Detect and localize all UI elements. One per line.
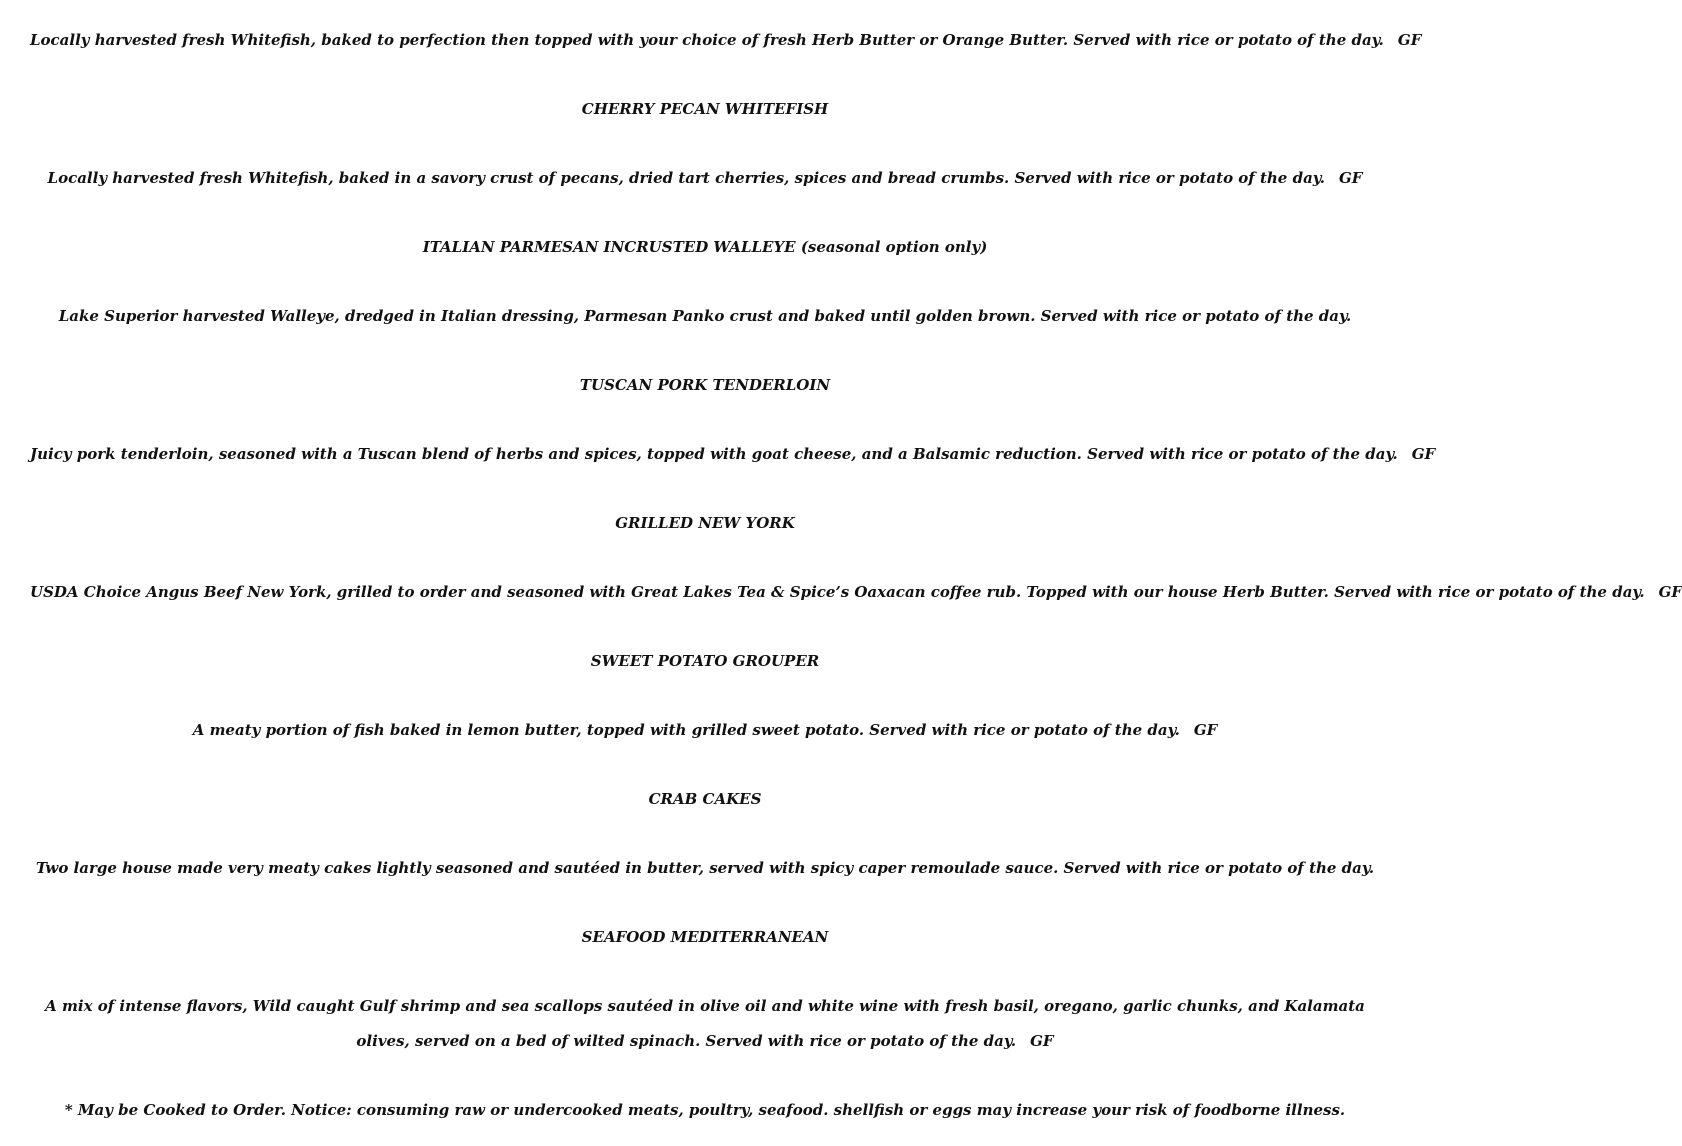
item-8-description-text: A mix of intense flavors, Wild caught Gulf shrimp and sea scallops sautéed in olive oil and white wine with fresh basil, oregano, garlic chunks, and Kalamata olives, served on a bed of wilted spinach. Served with rice or potato of the day. [45,997,1365,1050]
item-8-gf-tag: GF [1030,1032,1054,1050]
item-2-description [30,161,1380,196]
item-1-gf-tag: GF [1397,31,1422,49]
item-3-description-text: Lake Superior harvested Walleye, dredged in Italian dressing, Parmesan Panko crust and baked until golden brown. Served with rice or potato of the day. [58,307,1352,325]
item-4-description [30,437,1436,472]
item-6-title: SWEET POTATO GROUPER [590,652,820,670]
item-3-title: ITALIAN PARMESAN INCRUSTED WALLEYE (seasonal option only) [422,238,988,256]
item-2-title: CHERRY PECAN WHITEFISH [581,100,829,118]
item-4-gf-tag: GF [1411,445,1436,463]
item-1-description [30,23,1422,58]
foodborne-illness-notice: * May be Cooked to Order. Notice: consuming raw or undercooked meats, poultry, seafood. shellfish or eggs may increase your risk of foodborne illness. [64,1101,1346,1119]
item-7-title: CRAB CAKES [648,790,762,808]
item-3-description [30,299,1380,334]
item-2-description-text: Locally harvested fresh Whitefish, baked in a savory crust of pecans, dried tart cherries, spices and bread crumbs. Served with rice or potato of the day. [47,169,1325,187]
item-5-description-text: USDA Choice Angus Beef New York, grilled to order and seasoned with Great Lakes Tea & Spice’s Oaxacan coffee rub. Topped with our house Herb Butter. Served with rice or potato of the day. [30,583,1645,601]
item-4-description-text: Juicy pork tenderloin, seasoned with a Tuscan blend of herbs and spices, topped with goat cheese, and a Balsamic reduction. Served with rice or potato of the day. [30,445,1398,463]
item-7-description-text: Two large house made very meaty cakes lightly seasoned and sautéed in butter, served with spicy caper remoulade sauce. Served with rice or potato of the day. [35,859,1375,877]
item-6-description [30,713,1380,748]
item-2-gf-tag: GF [1339,169,1363,187]
item-6-gf-tag: GF [1193,721,1218,739]
item-7-description [30,851,1380,886]
item-8-title: SEAFOOD MEDITERRANEAN [581,928,829,946]
item-5-title: GRILLED NEW YORK [615,514,795,532]
item-6-description-text: A meaty portion of fish baked in lemon butter, topped with grilled sweet potato. Served with rice or potato of the day. [192,721,1180,739]
item-8-description [30,989,1380,1059]
item-5-gf-tag: GF [1658,583,1682,601]
item-5-description [30,575,1682,610]
item-1-description-text: Locally harvested fresh Whitefish, baked to perfection then topped with your choice of fresh Herb Butter or Orange Butter. Served with rice or potato of the day. [30,31,1384,49]
item-4-title: TUSCAN PORK TENDERLOIN [579,376,831,394]
